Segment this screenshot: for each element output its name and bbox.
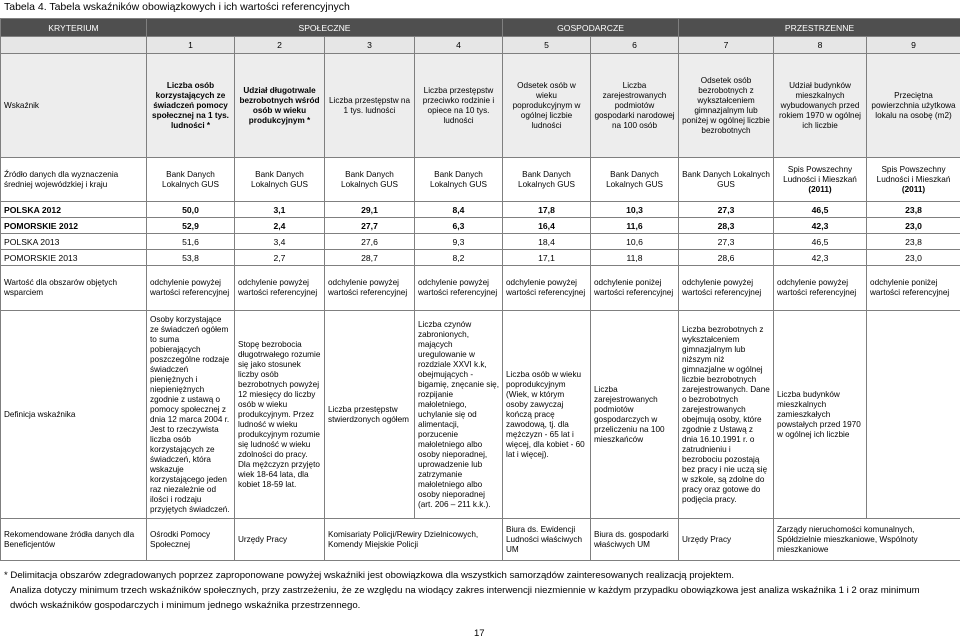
values-label: POMORSKIE 2013 (1, 250, 147, 266)
indicator-cell: Odsetek osób bezrobotnych z wykształceniem gimnazjalnym lub poniżej w ogólnej liczbie bezrobotnych (679, 54, 774, 158)
value-cell: 23,0 (867, 218, 960, 234)
value-cell: 11,8 (591, 250, 679, 266)
value-cell: 2,4 (235, 218, 325, 234)
number-cell: 2 (235, 37, 325, 54)
value-cell: 51,6 (147, 234, 235, 250)
reference-cell: odchylenie powyżej wartości referencyjnej (235, 266, 325, 311)
value-cell: 8,2 (415, 250, 503, 266)
values-row-polska-2012 (1, 202, 960, 218)
indicator-row (1, 54, 960, 158)
value-cell: 28,7 (325, 250, 415, 266)
source-census-text: Spis Powszechny Ludności i Mieszkań (783, 164, 857, 184)
recommended-cell: Urzędy Pracy (679, 519, 774, 561)
definition-cell: Osoby korzystające ze świadczeń ogółem to suma pobierających poszczególne rodzaje świadczeń pieniężnych i niepieniężnych zgodnie z ustawą o pomocy społecznej z dnia 12 marca 2004 r. Jest to rzeczywista liczba osób korzystających ze świadczeń, która wskazuje korzystającego jeden raz niezależnie od ilości i rodzaju przyjętych świadczeń. (147, 311, 235, 519)
reference-cell: odchylenie powyżej wartości referencyjnej (679, 266, 774, 311)
definition-cell: Liczba zarejestrowanych podmiotów gospodarczych w przeliczeniu na 100 mieszkańców (591, 311, 679, 519)
reference-cell: odchylenie poniżej wartości referencyjnej (867, 266, 960, 311)
values-label: POMORSKIE 2012 (1, 218, 147, 234)
footnote-delimitation: * Delimitacja obszarów zdegradowanych poprzez zaproponowane powyżej wskaźniki jest obowiązkowa dla wszystkich samorządów zainteresowanych realizacją projektem. (4, 570, 735, 581)
recommended-cell: Zarządy nieruchomości komunalnych, Spółdzielnie mieszkaniowe, Wspólnoty mieszkaniowe (774, 519, 960, 561)
definition-cell: Stopę bezrobocia długotrwałego rozumie się jako stosunek liczby osób bezrobotnych powyżej 12 miesięcy do liczby osób w wieku produkcyjnym. Przez ludność w wieku produkcyjnym rozumie się ludność w wieku zdolności do pracy. Dla mężczyzn przyjęto wiek 18-64 lata, dla kobiet 18-59 lat. (235, 311, 325, 519)
definition-cell (867, 311, 960, 519)
source-row (1, 158, 960, 202)
recommended-cell: Biura ds. gospodarki właściwych UM (591, 519, 679, 561)
source-cell: Bank Danych Lokalnych GUS (591, 158, 679, 202)
value-cell: 3,4 (235, 234, 325, 250)
source-label: Źródło danych dla wyznaczenia średniej wojewódzkiej i kraju (1, 158, 147, 202)
definition-cell: Liczba przestępstw stwierdzonych ogółem (325, 311, 415, 519)
reference-cell: odchylenie powyżej wartości referencyjnej (147, 266, 235, 311)
value-cell: 11,6 (591, 218, 679, 234)
source-census-year: (2011) (901, 184, 926, 194)
source-census-year: (2011) (808, 184, 832, 194)
indicator-cell: Liczba zarejestrowanych podmiotów gospodarki narodowej na 100 osób (591, 54, 679, 158)
footnote-analysis-cont: dwóch wskaźników gospodarczych i minimum jednego wskaźnika przestrzennego. (10, 600, 361, 611)
values-row-polska-2013 (1, 234, 960, 250)
value-cell: 27,6 (325, 234, 415, 250)
definition-cell: Liczba bezrobotnych z wykształceniem gimnazjalnym lub niższym niż gimnazjalne w ogólnej liczbie bezrobotnych zarejestrowanych. Dane o bezrobotnych zarejestrowanych obejmują osoby, które zgodnie z Ustawą z dnia 16.10.1991 r. o zatrudnieniu i bezrobociu pozostają bez pracy i nie uczą się w szkole, są zdolne do pracy oraz gotowe do podjęcia pracy. (679, 311, 774, 519)
criteria-row (1, 19, 960, 37)
value-cell: 27,7 (325, 218, 415, 234)
source-cell-census (774, 158, 867, 202)
indicator-cell: Liczba osób korzystających ze świadczeń pomocy społecznej na 1 tys. ludności * (147, 54, 235, 158)
number-row (1, 37, 960, 54)
value-cell: 17,1 (503, 250, 591, 266)
number-cell: 5 (503, 37, 591, 54)
values-label: POLSKA 2013 (1, 234, 147, 250)
table-caption: Tabela 4. Tabela wskaźników obowiązkowych i ich wartości referencyjnych (4, 1, 350, 13)
values-row-pomorskie-2012 (1, 218, 960, 234)
value-cell: 28,3 (679, 218, 774, 234)
number-cell-empty (1, 37, 147, 54)
definition-cell: Liczba czynów zabronionych, mających uregulowanie w rozdziale XXVI k.k, obejmujących - bigamię, znęcanie się, rozpijanie małoletniego, uchylanie się od alimentacji, porzucenie małoletniego albo osoby nieporadnej, uprowadzenie lub zatrzymanie małoletniego albo osoby nieporadnej (art. 206 – 211 k.k.). (415, 311, 503, 519)
footnotes (0, 568, 960, 613)
indicator-cell: Przeciętna powierzchnia użytkowa lokalu na osobę (m2) (867, 54, 960, 158)
indicator-cell: Liczba przestępstw na 1 tys. ludności (325, 54, 415, 158)
value-cell: 46,5 (774, 202, 867, 218)
value-cell: 2,7 (235, 250, 325, 266)
value-cell: 8,4 (415, 202, 503, 218)
reference-cell: odchylenie powyżej wartości referencyjnej (774, 266, 867, 311)
value-cell: 23,0 (867, 250, 960, 266)
value-cell: 42,3 (774, 250, 867, 266)
page-number: 17 (474, 628, 485, 639)
source-census-text: Spis Powszechny Ludności i Mieszkań (876, 164, 951, 184)
value-cell: 16,4 (503, 218, 591, 234)
value-cell: 28,6 (679, 250, 774, 266)
value-cell: 53,8 (147, 250, 235, 266)
values-row-pomorskie-2013 (1, 250, 960, 266)
source-cell: Bank Danych Lokalnych GUS (325, 158, 415, 202)
header-przestrzenne: PRZESTRZENNE (679, 19, 960, 37)
footnote-analysis: Analiza dotyczy minimum trzech wskaźników społecznych, przy zastrzeżeniu, że ze względu na wiodący zakres interwencji niezmiennie w każdym przypadku obowiązkowa jest analiza wskaźnika 1 i 2 oraz minimum (10, 585, 920, 596)
indicator-cell: Udział długotrwale bezrobotnych wśród osób w wieku produkcyjnym * (235, 54, 325, 158)
value-cell: 10,3 (591, 202, 679, 218)
value-cell: 46,5 (774, 234, 867, 250)
value-cell: 17,8 (503, 202, 591, 218)
source-cell: Bank Danych Lokalnych GUS (503, 158, 591, 202)
number-cell: 6 (591, 37, 679, 54)
number-cell: 8 (774, 37, 867, 54)
indicator-label: Wskaźnik (1, 54, 147, 158)
header-gospodarcze: GOSPODARCZE (503, 19, 679, 37)
definition-cell: Liczba budynków mieszkalnych zamieszkałych powstałych przed 1970 w ogólnej ich liczbie (774, 311, 867, 519)
value-cell: 50,0 (147, 202, 235, 218)
indicator-cell: Odsetek osób w wieku poprodukcyjnym w ogólnej liczbie ludności (503, 54, 591, 158)
recommended-cell: Urzędy Pracy (235, 519, 325, 561)
reference-cell: odchylenie powyżej wartości referencyjnej (325, 266, 415, 311)
value-cell: 10,6 (591, 234, 679, 250)
value-cell: 23,8 (867, 202, 960, 218)
number-cell: 9 (867, 37, 960, 54)
reference-label: Wartość dla obszarów objętych wsparciem (1, 266, 147, 311)
indicator-cell: Liczba przestępstw przeciwko rodzinie i opiece na 10 tys. ludności (415, 54, 503, 158)
definition-cell: Liczba osób w wieku poprodukcyjnym (Wiek, w którym osoby zawyczaj kończą pracę zawodową, tj. dla mężczyzn - 65 lat i więcej, dla kobiet - 60 lat i więcej). (503, 311, 591, 519)
value-cell: 3,1 (235, 202, 325, 218)
definition-label: Definicja wskaźnika (1, 311, 147, 519)
reference-cell: odchylenie powyżej wartości referencyjnej (415, 266, 503, 311)
source-cell: Bank Danych Lokalnych GUS (147, 158, 235, 202)
recommended-label: Rekomendowane źródła danych dla Beneficjentów (1, 519, 147, 561)
value-cell: 29,1 (325, 202, 415, 218)
value-cell: 9,3 (415, 234, 503, 250)
value-cell: 42,3 (774, 218, 867, 234)
value-cell: 6,3 (415, 218, 503, 234)
reference-cell: odchylenie poniżej wartości referencyjnej (591, 266, 679, 311)
recommended-cell: Komisariaty Policji/Rewiry Dzielnicowych, Komendy Miejskie Policji (325, 519, 503, 561)
number-cell: 1 (147, 37, 235, 54)
number-cell: 4 (415, 37, 503, 54)
header-spoleczne: SPOŁECZNE (147, 19, 503, 37)
source-cell-census (867, 158, 960, 202)
number-cell: 3 (325, 37, 415, 54)
recommended-cell: Ośrodki Pomocy Społecznej (147, 519, 235, 561)
header-kryterium: KRYTERIUM (1, 19, 147, 37)
recommended-cell: Biura ds. Ewidencji Ludności właściwych UM (503, 519, 591, 561)
reference-cell: odchylenie powyżej wartości referencyjnej (503, 266, 591, 311)
number-cell: 7 (679, 37, 774, 54)
value-cell: 52,9 (147, 218, 235, 234)
recommended-row (1, 519, 960, 561)
indicator-cell: Udział budynków mieszkalnych wybudowanych przed rokiem 1970 w ogólnej ich liczbie (774, 54, 867, 158)
value-cell: 27,3 (679, 234, 774, 250)
source-cell: Bank Danych Lokalnych GUS (679, 158, 774, 202)
definition-row (1, 311, 960, 519)
value-cell: 27,3 (679, 202, 774, 218)
source-cell: Bank Danych Lokalnych GUS (235, 158, 325, 202)
value-cell: 18,4 (503, 234, 591, 250)
values-label: POLSKA 2012 (1, 202, 147, 218)
reference-row (1, 266, 960, 311)
indicators-table (0, 18, 960, 561)
value-cell: 23,8 (867, 234, 960, 250)
source-cell: Bank Danych Lokalnych GUS (415, 158, 503, 202)
